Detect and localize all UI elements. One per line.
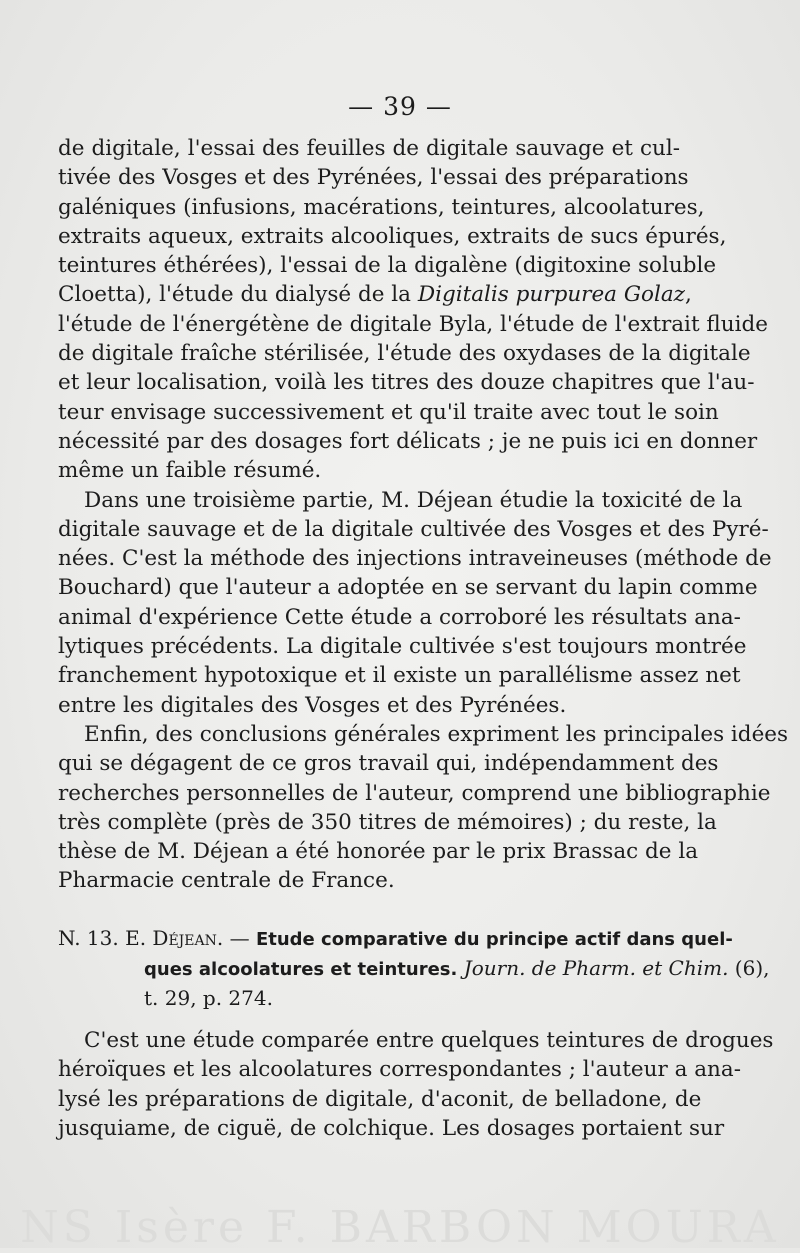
text-line: teintures éthérées), l'essai de la digalène (digitoxine soluble: [58, 253, 717, 279]
page-number: — 39 —: [348, 92, 452, 121]
text-line: teur envisage successivement et qu'il traite avec tout le soin: [58, 399, 719, 425]
text-fragment: Cloetta), l'étude du dialysé de la: [58, 282, 418, 308]
paragraph-2: [58, 486, 772, 720]
text-line: C'est une étude comparée entre quelques teintures de drogues: [84, 1028, 774, 1053]
entry-title: Etude comparative du principe actif dans quel-: [255, 929, 733, 950]
text-line: jusquiame, de ciguë, de colchique. Les dosages portaient sur: [58, 1115, 725, 1141]
text-line: digitale sauvage et de la digitale cultivée des Vosges et des Pyré-: [58, 516, 769, 542]
text-line: et leur localisation, voilà les titres des douze chapitres que l'au-: [58, 370, 755, 396]
text-line: thèse de M. Déjean a été honorée par le prix Brassac de la: [58, 839, 699, 865]
bleed-through-text: NS Isère F. BARBON MOURA: [20, 1202, 780, 1253]
text-line-with-italic: [58, 280, 692, 309]
text-line: héroïques et les alcoolatures correspondantes ; l'auteur a ana-: [58, 1057, 741, 1083]
text-line: très complète (près de 350 titres de mémoires) ; du reste, la: [58, 809, 717, 835]
text-line: l'étude de l'énergétène de digitale Byla, l'étude de l'extrait fluide: [58, 311, 768, 337]
text-line: tivée des Vosges et des Pyrénées, l'essai des préparations: [58, 165, 689, 191]
bibliography-entry: [58, 924, 770, 1012]
text-line: lysé les préparations de digitale, d'aconit, de belladone, de: [58, 1086, 702, 1112]
entry-author: E. Déjean.: [125, 926, 224, 950]
entry-journal: Journ. de Pharm. et Chim.: [463, 956, 729, 980]
entry-line-3: [58, 984, 688, 1012]
text-line: franchement hypotoxique et il existe un parallélisme assez net: [58, 663, 741, 689]
text-line: qui se dégagent de ce gros travail qui, indépendamment des: [58, 751, 719, 777]
paragraph-4: [58, 1026, 774, 1143]
text-line: galéniques (infusions, macérations, teintures, alcoolatures,: [58, 194, 705, 220]
text-line: même un faible résumé.: [58, 458, 322, 484]
entry-line-2: [58, 954, 770, 984]
text-fragment: ,: [684, 282, 692, 308]
body-text: [58, 134, 789, 896]
text-line: animal d'expérience Cette étude a corroboré les résultats ana-: [58, 604, 741, 630]
entry-line-1: [58, 924, 733, 954]
text-line: recherches personnelles de l'auteur, comprend une bibliographie: [58, 780, 771, 806]
entry-volume-page: t. 29, p. 274.: [144, 986, 273, 1010]
entry-title-cont: ques alcoolatures et teintures.: [144, 959, 458, 980]
species-name: Digitalis purpurea Golaz: [417, 282, 685, 308]
paragraph-1: [58, 134, 768, 486]
text-line: Dans une troisième partie, M. Déjean étudie la toxicité de la: [84, 487, 743, 513]
text-line: Pharmacie centrale de France.: [58, 868, 395, 894]
entry-number: N. 13.: [58, 926, 119, 950]
entry-series: (6),: [734, 956, 770, 980]
text-line: nécessité par des dosages fort délicats ; je ne puis ici en donner: [58, 428, 758, 454]
text-line: Bouchard) que l'auteur a adoptée en se servant du lapin comme: [58, 575, 758, 601]
text-line: de digitale, l'essai des feuilles de digitale sauvage et cul-: [58, 136, 680, 161]
paragraph-3: [58, 720, 789, 896]
text-line: nées. C'est la méthode des injections intraveineuses (méthode de: [58, 546, 772, 572]
text-line: Enfin, des conclusions générales expriment les principales idées: [84, 721, 789, 747]
text-line: entre les digitales des Vosges et des Pyrénées.: [58, 692, 567, 718]
text-line: de digitale fraîche stérilisée, l'étude des oxydases de la digitale: [58, 341, 751, 367]
entry-dash: —: [229, 926, 250, 950]
text-line: lytiques précédents. La digitale cultivée s'est toujours montrée: [58, 634, 747, 660]
text-line: extraits aqueux, extraits alcooliques, extraits de sucs épurés,: [58, 223, 727, 249]
